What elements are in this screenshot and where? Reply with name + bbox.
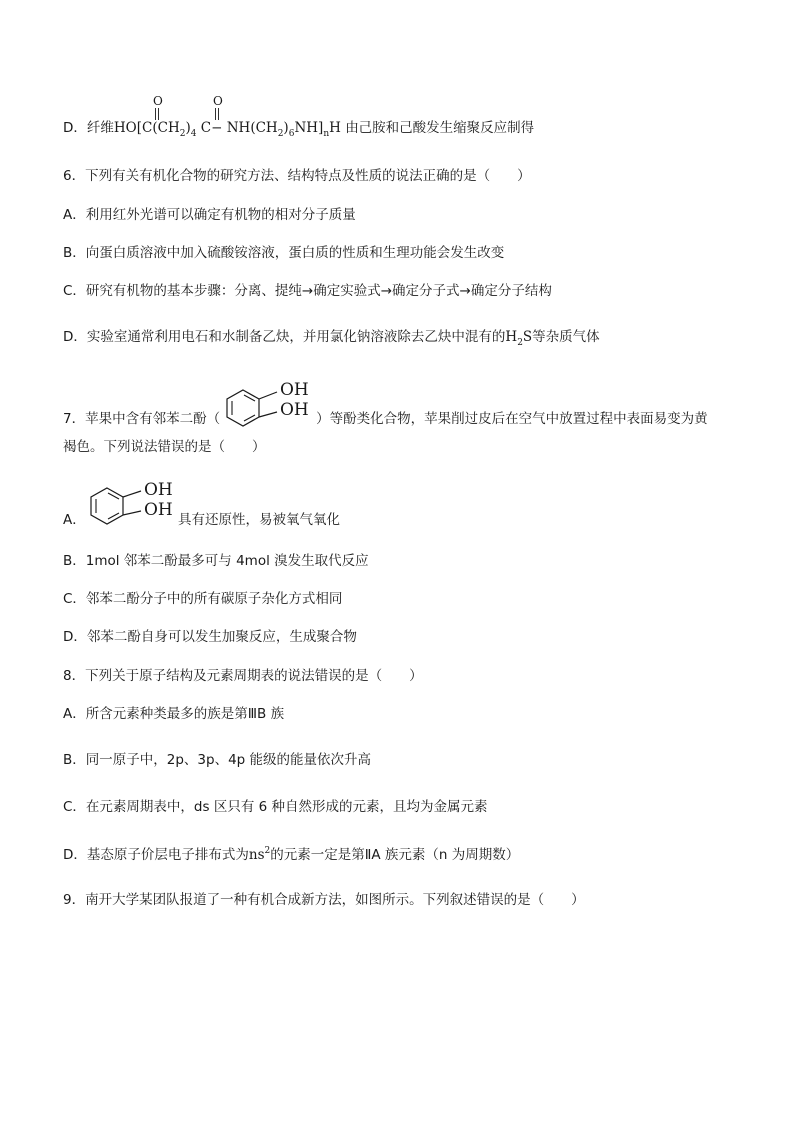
q7-stem-line1: 7．苹果中含有邻苯二酚（ ）等酚类化合物，苹果削过皮后在空气中放置过程中表面易变为黄	[63, 411, 708, 427]
oh-label-a-top: OH	[144, 480, 173, 500]
ns2-formula: $ns^2$	[248, 846, 271, 863]
q6-option-c: C．研究有机物的基本步骤：分离、提纯→确定实验式→确定分子式→确定分子结构	[63, 283, 552, 299]
q7-stem-line2: 褐色。下列说法错误的是（ ）	[63, 439, 266, 455]
open-bracket: [	[136, 120, 143, 136]
oh-label-top: OH	[280, 380, 309, 400]
carbonyl-oxygen-2: O	[213, 94, 223, 108]
q8-option-c: C．在元素周期表中，ds 区只有 6 种自然形成的元素，且均为金属元素	[63, 799, 488, 815]
polymer-formula: $HO[C(CH_2)_4$ $C- NH(CH_2)_6NH]_nH$	[113, 120, 341, 139]
q7-option-a-label: A．	[63, 512, 86, 528]
q7-option-b: B．1mol 邻苯二酚最多可与 4mol 溴发生取代反应	[63, 553, 369, 569]
h2s-formula: $H_2S$	[505, 329, 533, 348]
carbonyl-oxygen-1: O	[153, 94, 163, 108]
q9-stem: 9．南开大学某团队报道了一种有机合成新方法，如图所示。下列叙述错误的是（ ）	[63, 892, 585, 908]
q7-option-c: C．邻苯二酚分子中的所有碳原子杂化方式相同	[63, 591, 343, 607]
carbonyl-bonds	[0, 0, 794, 140]
oh-label-bottom: OH	[280, 400, 309, 420]
q8-option-d: D．基态原子价层电子排布式为$ns^2$的元素一定是第ⅡA 族元素（n 为周期数）	[63, 846, 520, 863]
q7-option-d: D．邻苯二酚自身可以发生加聚反应，生成聚合物	[63, 629, 357, 645]
option-label: D．纤维	[63, 120, 114, 136]
q8-option-a: A．所含元素种类最多的族是第ⅢB 族	[63, 706, 285, 722]
q6-option-a: A．利用红外光谱可以确定有机物的相对分子质量	[63, 207, 356, 223]
q7-option-a-text: 具有还原性，易被氧气氧化	[178, 512, 340, 528]
option-text: 由己胺和己酸发生缩聚反应制得	[345, 120, 535, 136]
q6-option-d: D．实验室通常利用电石和水制备乙炔，并用氯化钠溶液除去乙炔中混有的$H_2S$等杂质气体	[63, 329, 600, 348]
oh-label-a-bottom: OH	[144, 500, 173, 520]
q8-option-b: B．同一原子中，2p、3p、4p 能级的能量依次升高	[63, 752, 372, 768]
q8-stem: 8．下列关于原子结构及元素周期表的说法错误的是（ ）	[63, 668, 423, 684]
q6-option-b: B．向蛋白质溶液中加入硫酸铵溶液，蛋白质的性质和生理功能会发生改变	[63, 245, 505, 261]
q6-stem: 6．下列有关有机化合物的研究方法、结构特点及性质的说法正确的是（ ）	[63, 168, 531, 184]
close-bracket: ]	[318, 120, 324, 136]
